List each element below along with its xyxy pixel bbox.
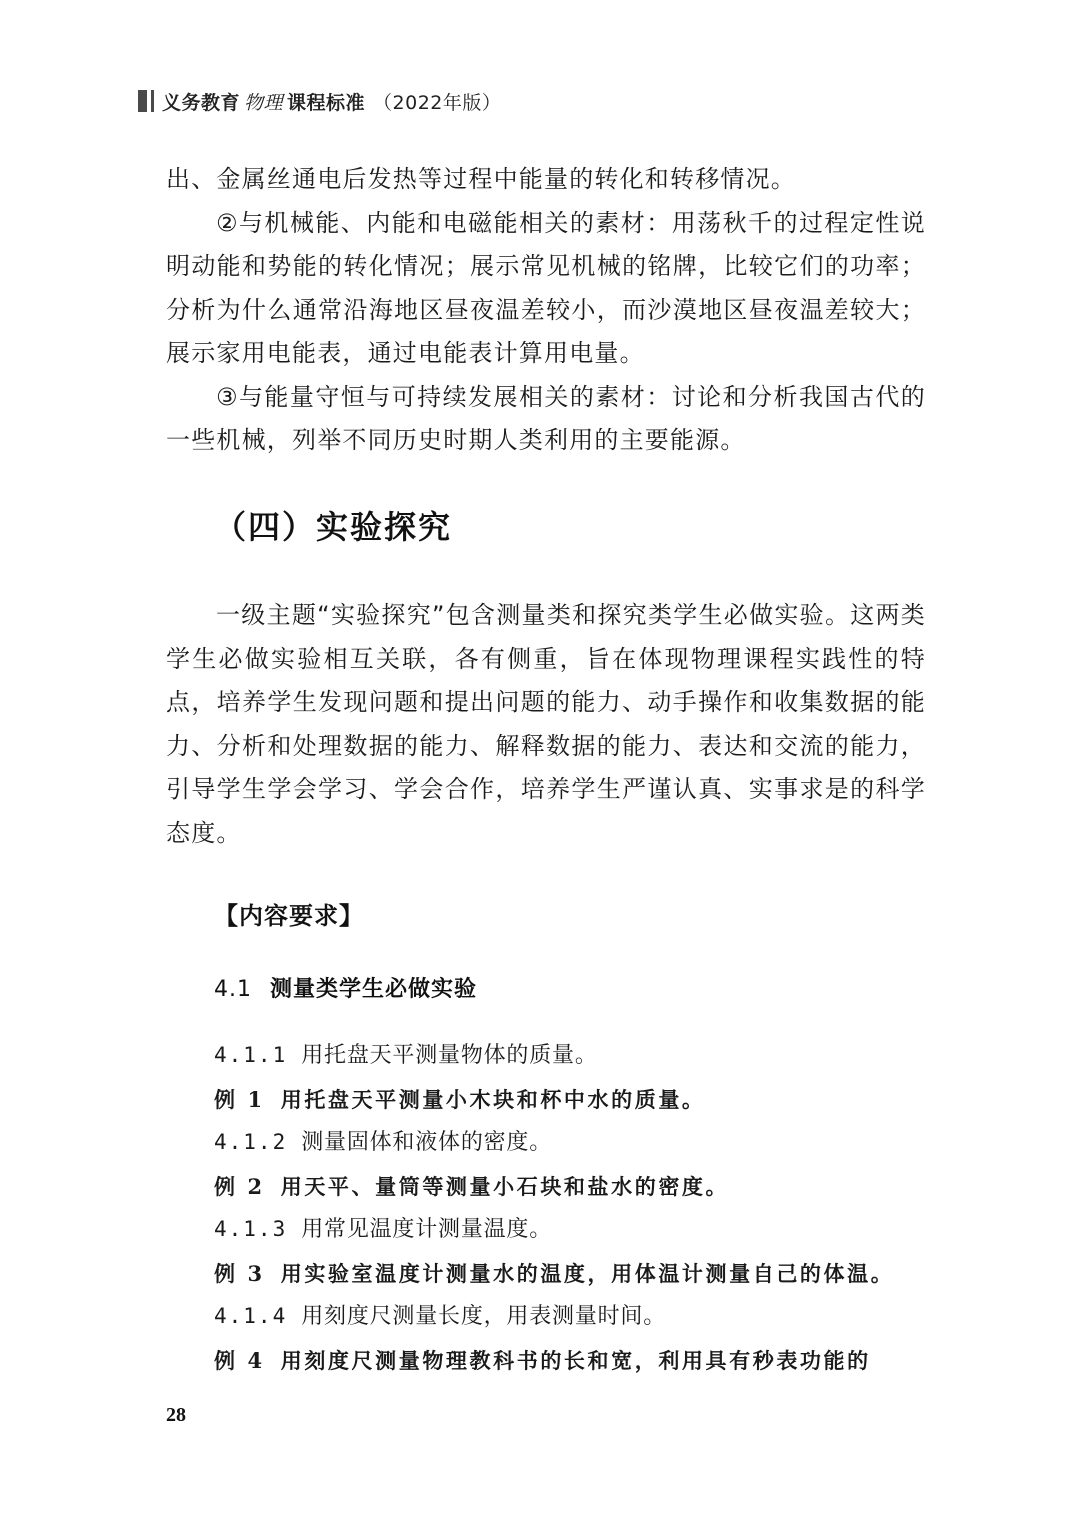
example-item — [214, 1078, 934, 1122]
example-text: 用实验室温度计测量水的温度，用体温计测量自己的体温。 — [280, 1260, 895, 1286]
item-text: 用刻度尺测量长度，用表测量时间。 — [301, 1304, 667, 1329]
example-text: 用托盘天平测量小木块和杯中水的质量。 — [280, 1086, 706, 1112]
page-number: 28 — [166, 1404, 186, 1426]
header-bar-marks — [138, 90, 154, 112]
item-code: 4.1.4 — [214, 1304, 288, 1328]
subsection-title: 测量类学生必做实验 — [270, 977, 478, 1002]
example-item — [214, 1339, 934, 1383]
example-text: 用天平、量筒等测量小石块和盐水的密度。 — [280, 1173, 730, 1199]
paragraph-continuation: 出、金属丝通电后发热等过程中能量的转化和转移情况。 — [166, 165, 796, 193]
header-mark-thick — [138, 90, 147, 112]
header-subject: 物理 — [244, 91, 284, 114]
example-code: 例 2 — [214, 1173, 265, 1199]
item-code: 4.1.3 — [214, 1217, 288, 1241]
header-mark-thin — [151, 90, 154, 112]
section-intro-paragraph: 一级主题“实验探究”包含测量类和探究类学生必做实验。这两类学生必做实验相互关联，各有侧重，旨在体现物理课程实践性的特点，培养学生发现问题和提出问题的能力、动手操作和收集数据的能力、分析和处理数据的能力、解释数据的能力、表达和交流的能力，引导学生学会学习、学会合作，培养学生严谨认真、实事求是的科学态度。 — [166, 601, 926, 847]
item-text: 测量固体和液体的密度。 — [301, 1130, 553, 1155]
section-intro-block — [166, 594, 926, 855]
example-text: 用刻度尺测量物理教科书的长和宽，利用具有秒表功能的 — [280, 1347, 871, 1373]
requirements-heading: 【内容要求】 — [214, 902, 364, 930]
item-code: 4.1.2 — [214, 1130, 288, 1154]
item-text: 用托盘天平测量物体的质量。 — [301, 1043, 598, 1068]
header-title — [162, 88, 501, 115]
section-heading: （四）实验探究 — [214, 508, 453, 546]
example-code: 例 4 — [214, 1347, 265, 1373]
subsection-number: 4.1 — [214, 977, 252, 1002]
example-code: 例 1 — [214, 1086, 265, 1112]
subsection-heading — [214, 972, 477, 1003]
running-header — [138, 86, 501, 116]
requirement-list — [214, 1034, 934, 1382]
list-item — [214, 1208, 934, 1252]
list-item — [214, 1295, 934, 1339]
header-suffix: 课程标准 — [287, 91, 366, 114]
header-prefix: 义务教育 — [162, 91, 241, 114]
example-item — [214, 1165, 934, 1209]
example-code: 例 3 — [214, 1260, 265, 1286]
list-item — [214, 1121, 934, 1165]
list-item — [214, 1034, 934, 1078]
top-paragraphs — [166, 158, 926, 463]
example-item — [214, 1252, 934, 1296]
item-text: 用常见温度计测量温度。 — [301, 1217, 553, 1242]
paragraph-item-2: ②与机械能、内能和电磁能相关的素材：用荡秋千的过程定性说明动能和势能的转化情况；展示常见机械的铭牌，比较它们的功率；分析为什么通常沿海地区昼夜温差较小，而沙漠地区昼夜温差较大；展示家用电能表，通过电能表计算用电量。 — [166, 208, 926, 367]
header-edition: （2022年版） — [373, 91, 502, 114]
item-code: 4.1.1 — [214, 1043, 288, 1067]
paragraph-item-3: ③与能量守恒与可持续发展相关的素材：讨论和分析我国古代的一些机械，列举不同历史时期人类利用的主要能源。 — [166, 382, 926, 454]
